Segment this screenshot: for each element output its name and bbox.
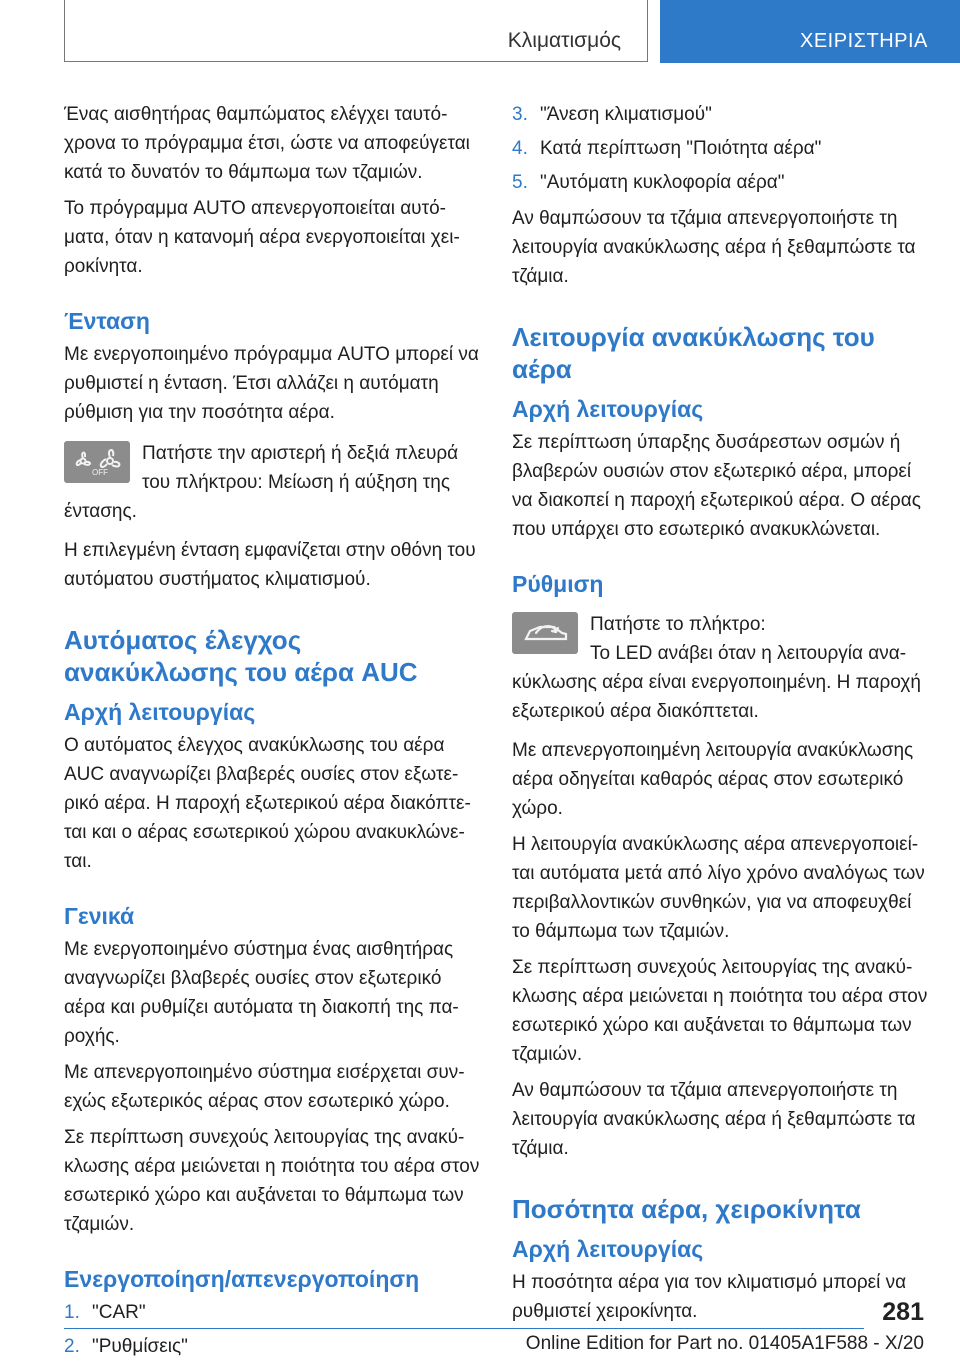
list-item [64,1298,480,1327]
footer-edition: Online Edition for Part no. 01405A1F588 - X/20 [525,1333,924,1354]
list-text: "Άνεση κλιματισμού" [540,104,712,125]
heading-auc: Αυτόματος έλεγχος ανακύκλωσης του αέρα AUC [64,625,418,687]
recirculation-button-icon [512,612,578,654]
recirculation-instruction [512,610,928,726]
heading-air-quantity: Ποσότητα αέρα, χειροκίνητα [512,1194,861,1224]
list-text: Κατά περίπτωση "Ποιότητα αέρα" [540,138,822,159]
steps-list [64,1298,480,1361]
heading-recirculation: Λειτουργία ανακύκλωσης του αέρα [512,322,875,384]
list-item [512,100,928,129]
heading-principle: Αρχή λειτουργίας [512,396,704,422]
paragraph: Η ποσότητα αέρα για τον κλιματισμό μπορεί να ρυθμιστεί χειροκίνητα. [512,1272,907,1322]
steps-list-continued [512,100,928,197]
paragraph: Πατήστε το πλήκτρο: [590,614,766,635]
paragraph: Σε περίπτωση ύπαρξης δυσάρεστων οσμών ή βλαβερών ουσιών στον εξωτερικό αέρα, μπορεί να διακοπεί η παροχή εξωτερικού αέρα. Ο αέρας που υπάρχει στο εσωτερικό ανακυκλώνεται. [512,432,921,540]
right-column [512,100,928,1333]
list-item [64,1332,480,1361]
paragraph: Το πρόγραμμα AUTO απενεργοποιείται αυτό-ματα, όταν η κατανομή αέρα ενεργοποιείται χει-ροκίνητα. [64,198,460,277]
list-number: 5. [512,172,528,193]
header-chapter-tab [660,0,960,63]
list-number: 1. [64,1302,80,1323]
header-chapter-title: ΧΕΙΡΙΣΤΗΡΙΑ [800,30,928,52]
list-number: 3. [512,104,528,125]
paragraph: Πατήστε την αριστερή ή δεξιά πλευρά του πλήκτρου: Μείωση ή αύξηση της έντασης. [64,443,459,522]
paragraph: Ένας αισθητήρας θαμπώματος ελέγχει ταυτό-χρονα το πρόγραμμα έτσι, ώστε να αποφεύγεται κατά το δυνατόν το θάμπωμα των τζαμιών. [64,104,470,183]
list-item [512,168,928,197]
paragraph: Σε περίπτωση συνεχούς λειτουργίας της ανακύ-κλωσης αέρα μειώνεται η ποιότητα του αέρα στον εσωτερικό χώρο και αυξάνεται το θάμπωμα των τζαμιών. [512,957,928,1065]
left-column [64,100,480,1368]
heading-principle: Αρχή λειτουργίας [512,1236,704,1262]
paragraph: Το LED ανάβει όταν η λειτουργία ανα-κύκλωσης αέρα είναι ενεργοποιημένη. Η παροχή εξωτερικού αέρα διακόπτεται. [512,643,921,722]
list-number: 4. [512,138,528,159]
heading-general: Γενικά [64,903,135,929]
paragraph: Σε περίπτωση συνεχούς λειτουργίας της ανακύ-κλωσης αέρα μειώνεται η ποιότητα του αέρα στον εσωτερικό χώρο και αυξάνεται το θάμπωμα των τζαμιών. [64,1127,480,1235]
intensity-instruction [64,439,480,526]
header-section-title: Κλιματισμός [507,29,621,52]
heading-principle: Αρχή λειτουργίας [64,699,256,725]
list-text: "Ρυθμίσεις" [92,1336,188,1357]
heading-setting: Ρύθμιση [512,571,604,597]
list-text: "Αυτόματη κυκλοφορία αέρα" [540,172,785,193]
heading-intensity: Ένταση [64,308,150,334]
list-text: "CAR" [92,1302,146,1323]
paragraph: Με ενεργοποιημένο σύστημα ένας αισθητήρας αναγνωρίζει βλαβερές ουσίες στον εξωτερικό αέρα και ρυθμίζει αυτόματα τη διακοπή της πα-ροχής. [64,939,459,1047]
list-item [512,134,928,163]
footer-divider [64,1328,864,1329]
paragraph: Ο αυτόματος έλεγχος ανακύκλωσης του αέρα AUC αναγνωρίζει βλαβερές ουσίες στον εξωτε-ρικό αέρα. Η παροχή εξωτερικού αέρα διακόπτε-ται και ο αέρας εσωτερικού χώρου ανακυκλώνε-ται. [64,735,471,872]
heading-activation: Ενεργοποίηση/απενεργοποίηση [64,1266,420,1292]
list-number: 2. [64,1336,80,1357]
paragraph: Η λειτουργία ανακύκλωσης αέρα απενεργοποιεί-ται αυτόματα μετά από λίγο χρόνο αναλόγως των περιβαλλοντικών συνθηκών, για να αποφευχθεί το θάμπωμα των τζαμιών. [512,834,925,942]
paragraph: Με απενεργοποιημένο σύστημα εισέρχεται συν-εχώς εξωτερικός αέρας στον εσωτερικό χώρο. [64,1062,465,1112]
svg-text:OFF: OFF [92,468,108,477]
paragraph: Η επιλεγμένη ένταση εμφανίζεται στην οθόνη του αυτόματου συστήματος κλιματισμού. [64,540,476,590]
header-box [64,0,648,62]
paragraph: Με απενεργοποιημένη λειτουργία ανακύκλωσης αέρα οδηγείται καθαρός αέρας στον εσωτερικό χώρο. [512,740,914,819]
paragraph: Με ενεργοποιημένο πρόγραμμα AUTO μπορεί να ρυθμιστεί η ένταση. Έτσι αλλάζει η αυτόματη ρύθμιση για την ποσότητα αέρα. [64,344,479,423]
fan-intensity-button-icon [64,441,130,483]
paragraph: Αν θαμπώσουν τα τζάμια απενεργοποιήστε τη λειτουργία ανακύκλωσης αέρα ή ξεθαμπώστε τα τζάμια. [512,208,916,287]
page-number: 281 [882,1298,924,1326]
paragraph: Αν θαμπώσουν τα τζάμια απενεργοποιήστε τη λειτουργία ανακύκλωσης αέρα ή ξεθαμπώστε τα τζάμια. [512,1080,916,1159]
